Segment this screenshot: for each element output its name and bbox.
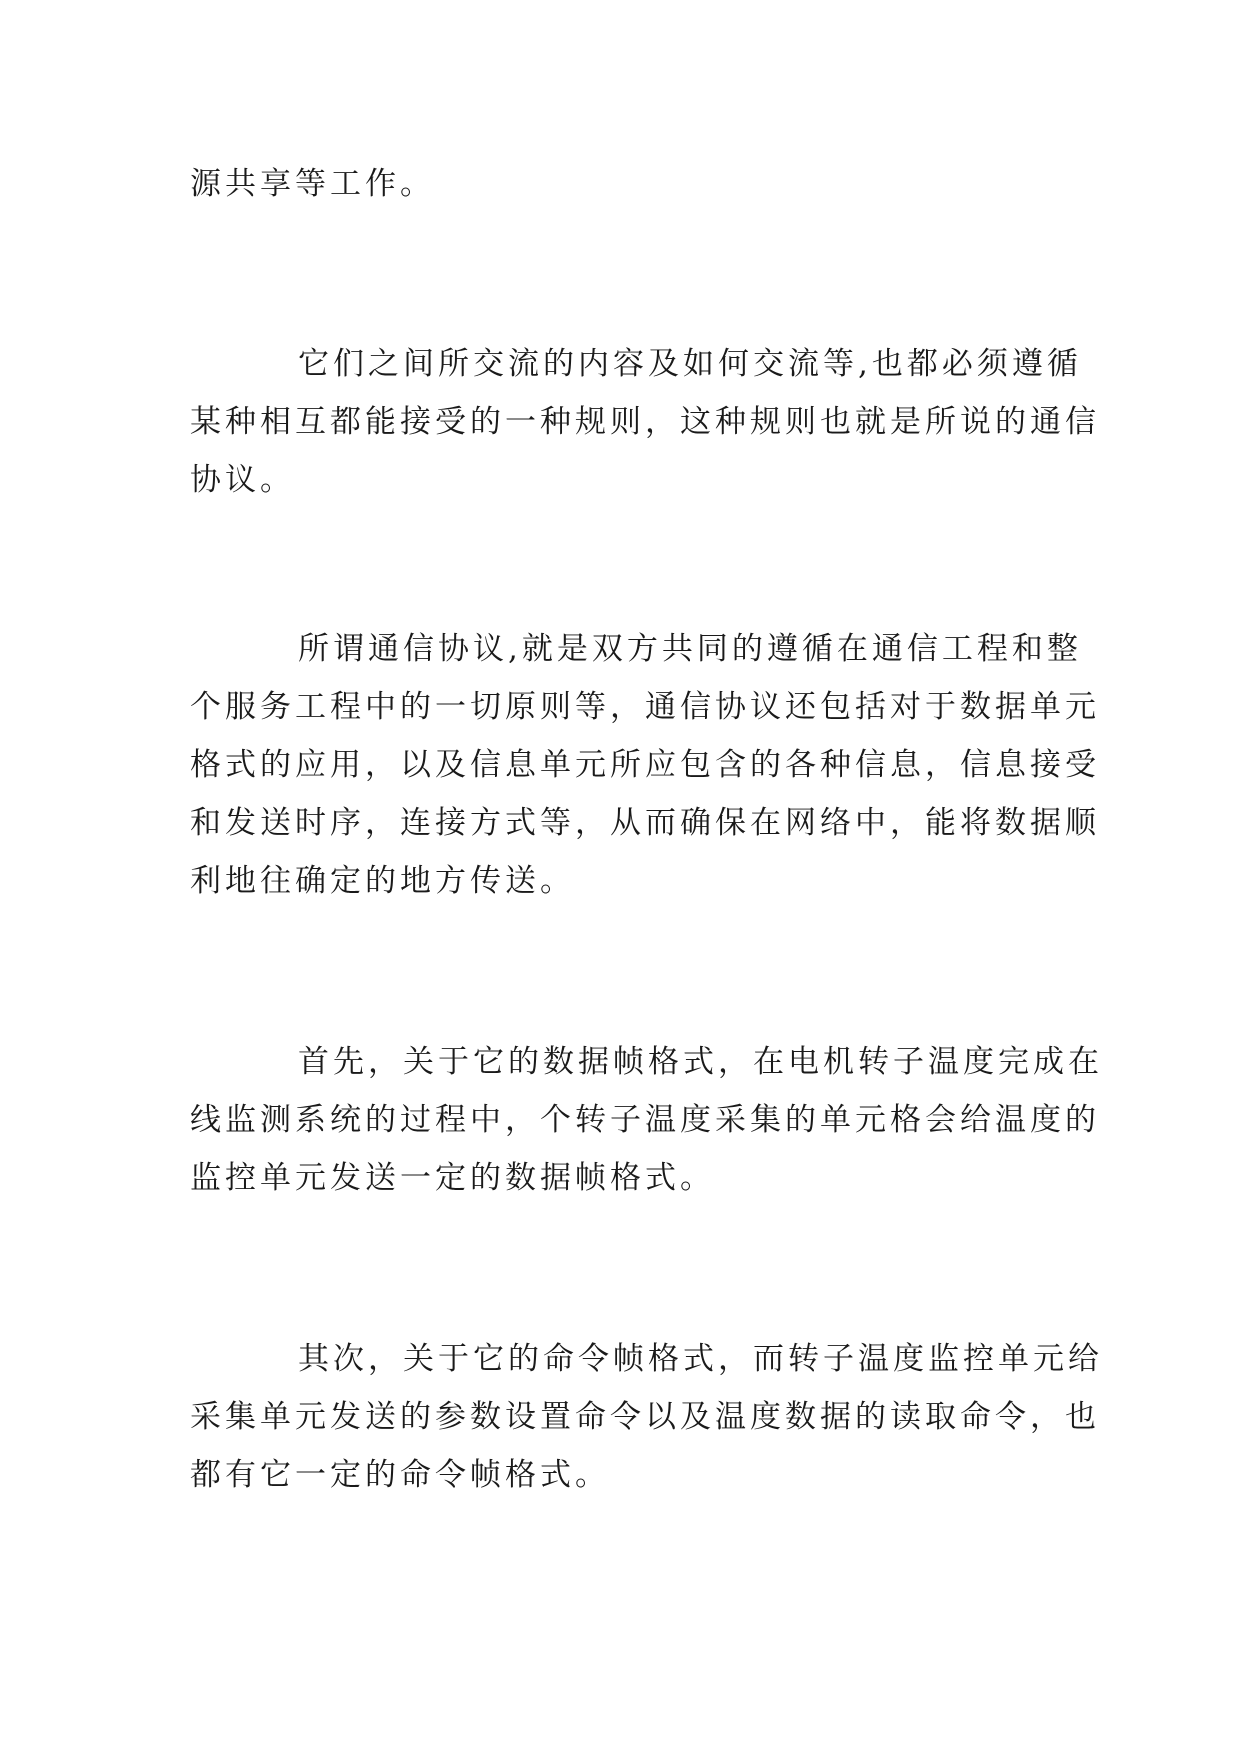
- text-line: 协议。: [190, 462, 295, 498]
- text-line: 线监测系统的过程中，个转子温度采集的单元格会给温度的: [190, 1102, 1100, 1138]
- text-line: 其次，关于它的命令帧格式，而转子温度监控单元给: [298, 1341, 1103, 1377]
- paragraph-command-frame-format: [190, 1330, 1103, 1504]
- text-line: 采集单元发送的参数设置命令以及温度数据的读取命令，也: [190, 1399, 1100, 1435]
- paragraph-continuation: [190, 155, 1053, 213]
- paragraph-protocol-definition: [190, 620, 1100, 910]
- paragraph-communication-rules: [190, 335, 1100, 509]
- text-line: 监控单元发送一定的数据帧格式。: [190, 1160, 715, 1196]
- text-line: 它们之间所交流的内容及如何交流等,也都必须遵循: [298, 346, 1082, 382]
- text-line: 格式的应用，以及信息单元所应包含的各种信息，信息接受: [190, 747, 1100, 783]
- text-line: 利地往确定的地方传送。: [190, 863, 575, 899]
- text-line: 个服务工程中的一切原则等，通信协议还包括对于数据单元: [190, 689, 1100, 725]
- text-line: 都有它一定的命令帧格式。: [190, 1457, 610, 1493]
- text-line: 源共享等工作。: [190, 166, 435, 202]
- text-line: 所谓通信协议,就是双方共同的遵循在通信工程和整: [298, 631, 1082, 667]
- paragraph-data-frame-format: [190, 1033, 1103, 1207]
- text-line: 和发送时序，连接方式等，从而确保在网络中，能将数据顺: [190, 805, 1100, 841]
- text-line: 首先，关于它的数据帧格式，在电机转子温度完成在: [298, 1044, 1103, 1080]
- text-line: 某种相互都能接受的一种规则，这种规则也就是所说的通信: [190, 404, 1100, 440]
